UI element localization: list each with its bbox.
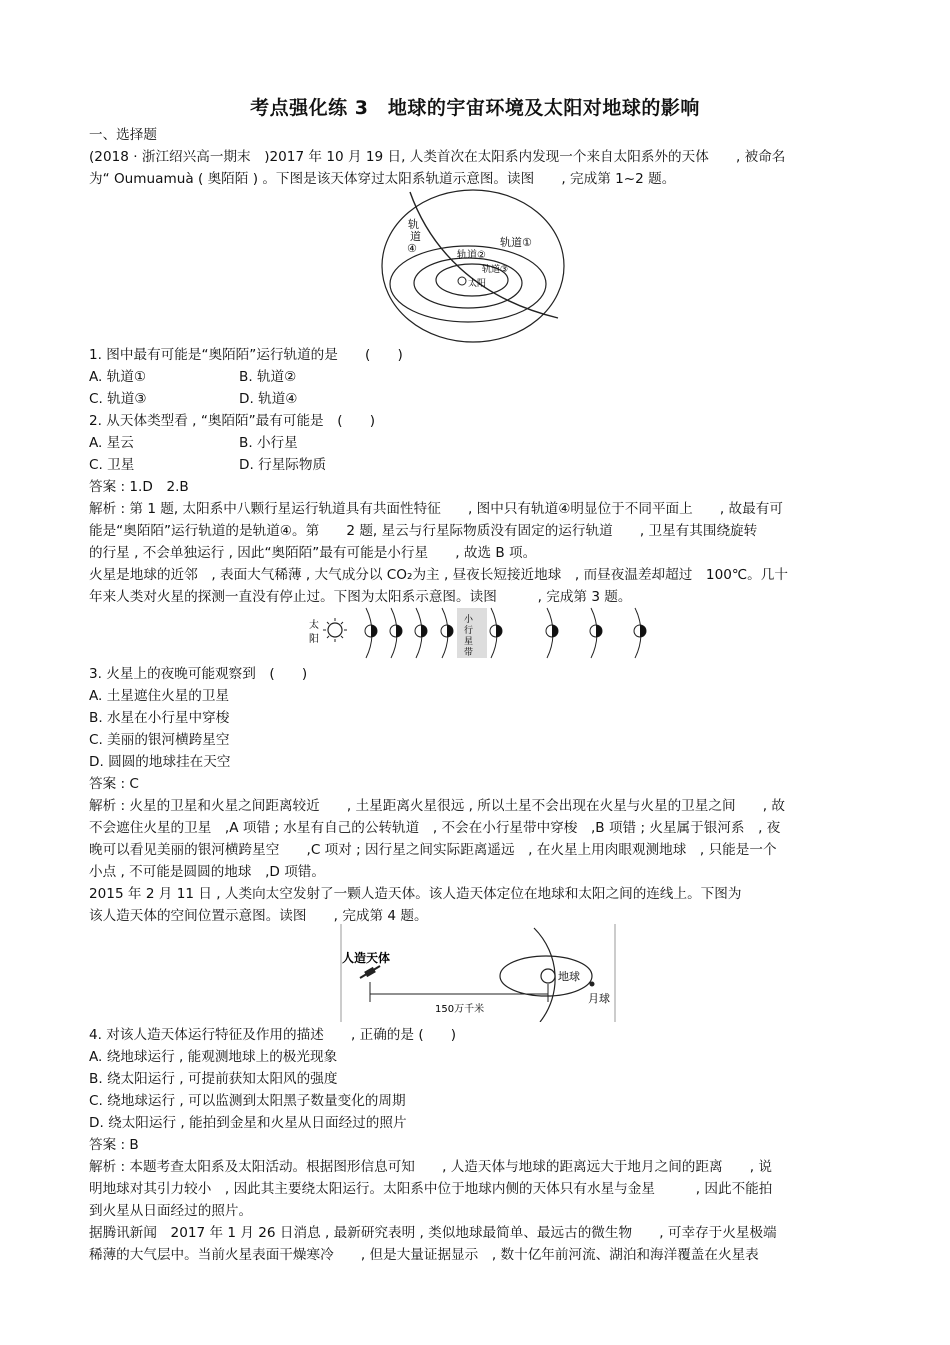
text-line: 稀薄的大气层中。当前火星表面干燥寒冷 , 但是大量证据显示 , 数十亿年前河流、湖泊和海洋覆盖在火星表 [89, 1247, 759, 1263]
earth-label: 地球 [558, 970, 580, 983]
planet-shadow [371, 625, 377, 637]
text-line: 年来人类对火星的探测一直没有停止过。下图为太阳系示意图。读图 , 完成第 3 题。 [89, 589, 632, 605]
intro-section [89, 124, 869, 190]
text-line: 能是“奥陌陌”运行轨道的是轨道④。第 2 题, 星云与行星际物质没有固定的运行轨道 , 卫星有其围绕旋转 [89, 523, 758, 539]
planet-orbits [365, 608, 646, 658]
text-line: 1. 图中最有可能是“奥陌陌”运行轨道的是 ( ) [89, 347, 403, 363]
orbit2-label: 轨道② [457, 250, 486, 261]
option-left: A. 星云 [89, 435, 134, 451]
text-line: 小点 , 不可能是圆圆的地球 ,D 项错。 [89, 864, 325, 880]
text-line: 3. 火星上的夜晚可能观察到 ( ) [89, 666, 308, 682]
orbit3-label: 轨道③ [482, 265, 509, 275]
sun-icon [458, 277, 466, 285]
orbit1-label: 轨道① [500, 236, 532, 249]
sun-label-2: 阳 [309, 634, 319, 645]
option-row [89, 388, 869, 410]
belt-label-4: 带 [464, 648, 474, 658]
belt-label-3: 星 [464, 637, 474, 647]
option-left: C. 轨道③ [89, 391, 147, 407]
text-line: 不会遮住火星的卫星 ,A 项错 ; 水星有自己的公转轨道 , 不会在小行星带中穿梭 ,B 项错 ; 火星属于银河系 , 夜 [89, 820, 781, 836]
text-line: B. 绕太阳运行 , 可提前获知太阳风的强度 [89, 1071, 338, 1087]
planet-shadow [552, 625, 558, 637]
option-row [89, 454, 869, 476]
belt-label-2: 行 [464, 626, 474, 636]
intro-line-2: 为“ Oumuamuà ( 奥陌陌 ) 。下图是该天体穿过太阳系轨道示意图。读图 , 完成第 1~2 题。 [89, 171, 676, 187]
planet-shadow [396, 625, 402, 637]
satellite-label: 人造天体 [342, 951, 391, 965]
option-left: A. 轨道① [89, 369, 147, 385]
planet-shadow [496, 625, 502, 637]
text-line: 解析 : 第 1 题, 太阳系中八颗行星运行轨道具有共面性特征 , 图中只有轨道④明显位于不同平面上 , 故最有可 [89, 501, 783, 517]
text-line: D. 圆圆的地球挂在天空 [89, 754, 231, 770]
sun-icon [323, 618, 347, 642]
solar-system-diagram [307, 606, 651, 660]
questions-1-2 [89, 344, 869, 608]
moon-label: 月球 [588, 992, 610, 1005]
orbit4-label-c: ④ [407, 242, 417, 255]
text-line: 4. 对该人造天体运行特征及作用的描述 , 正确的是 ( ) [89, 1027, 457, 1043]
text-line: 到火星从日面经过的照片。 [89, 1203, 253, 1219]
text-line: 答案 : 1.D 2.B [89, 479, 189, 495]
satellite-icon [360, 966, 380, 978]
planet-shadow [421, 625, 427, 637]
moon-icon [590, 982, 595, 987]
text-line: 据腾讯新闻 2017 年 1 月 26 日消息 , 最新研究表明 , 类似地球最简单、最远古的微生物 , 可幸存于火星极端 [89, 1225, 777, 1241]
text-line: 明地球对其引力较小 , 因此其主要绕太阳运行。太阳系中位于地球内侧的天体只有水星与金星 , 因此不能拍 [89, 1181, 773, 1197]
orbit4-label-a: 轨 [408, 218, 419, 231]
text-line: B. 水星在小行星中穿梭 [89, 710, 230, 726]
page-title: 考点强化练 3 地球的宇宙环境及太阳对地球的影响 [250, 97, 700, 119]
text-line: 火星是地球的近邻 , 表面大气稀薄 , 大气成分以 CO₂为主 , 昼夜长短接近地球 , 而昼夜温差却超过 100℃。几十 [89, 567, 788, 583]
satellite-position-diagram [340, 924, 616, 1022]
text-line: A. 土星遮住火星的卫星 [89, 688, 230, 704]
orbit-diagram [380, 188, 566, 344]
intro-line-1: (2018 · 浙江绍兴高一期末 )2017 年 10 月 19 日, 人类首次在太阳系内发现一个来自太阳系外的天体 , 被命名 [89, 149, 786, 165]
question-3 [89, 663, 869, 927]
text-line: 解析 : 本题考查太阳系及太阳活动。根据图形信息可知 , 人造天体与地球的距离远大于地月之间的距离 , 说 [89, 1159, 773, 1175]
text-line: D. 绕太阳运行 , 能拍到金星和火星从日面经过的照片 [89, 1115, 407, 1131]
text-line: C. 绕地球运行 , 可以监测到太阳黑子数量变化的周期 [89, 1093, 406, 1109]
text-line: 答案 : B [89, 1137, 139, 1153]
section-heading: 一、选择题 [89, 127, 157, 143]
orbit4-label-b: 道 [410, 230, 421, 243]
planet-shadow [640, 625, 646, 637]
text-line: 2. 从天体类型看 , “奥陌陌”最有可能是 ( ) [89, 413, 376, 429]
planet-shadow [596, 625, 602, 637]
sun-label: 太阳 [468, 279, 487, 289]
option-right: D. 行星际物质 [239, 457, 327, 473]
text-line: 晚可以看见美丽的银河横跨星空 ,C 项对 ; 因行星之间实际距离遥远 , 在火星上用肉眼观测地球 , 只能是一个 [89, 842, 777, 858]
text-line: 解析 : 火星的卫星和火星之间距离较近 , 土星距离火星很远 , 所以土星不会出现在火星与火星的卫星之间 , 故 [89, 798, 785, 814]
distance-label: 150万千米 [435, 1004, 485, 1015]
planet-shadow [447, 625, 453, 637]
option-right: D. 轨道④ [239, 391, 298, 407]
text-line: 答案 : C [89, 776, 139, 792]
option-right: B. 小行星 [239, 435, 298, 451]
text-line: C. 美丽的银河横跨星空 [89, 732, 230, 748]
text-line: 2015 年 2 月 11 日 , 人类向太空发射了一颗人造天体。该人造天体定位在地球和太阳之间的连线上。下图为 [89, 886, 742, 902]
earth-icon [541, 969, 555, 983]
text-line: 该人造天体的空间位置示意图。读图 , 完成第 4 题。 [89, 908, 428, 924]
option-left: C. 卫星 [89, 457, 135, 473]
question-4 [89, 1024, 869, 1266]
sun-label-1: 太 [309, 620, 319, 631]
option-right: B. 轨道② [239, 369, 297, 385]
text-line: 的行星 , 不会单独运行 , 因此“奥陌陌”最有可能是小行星 , 故选 B 项。 [89, 545, 537, 561]
option-row [89, 432, 869, 454]
text-line: A. 绕地球运行 , 能观测地球上的极光现象 [89, 1049, 338, 1065]
belt-label-1: 小 [464, 615, 474, 625]
option-row [89, 366, 869, 388]
